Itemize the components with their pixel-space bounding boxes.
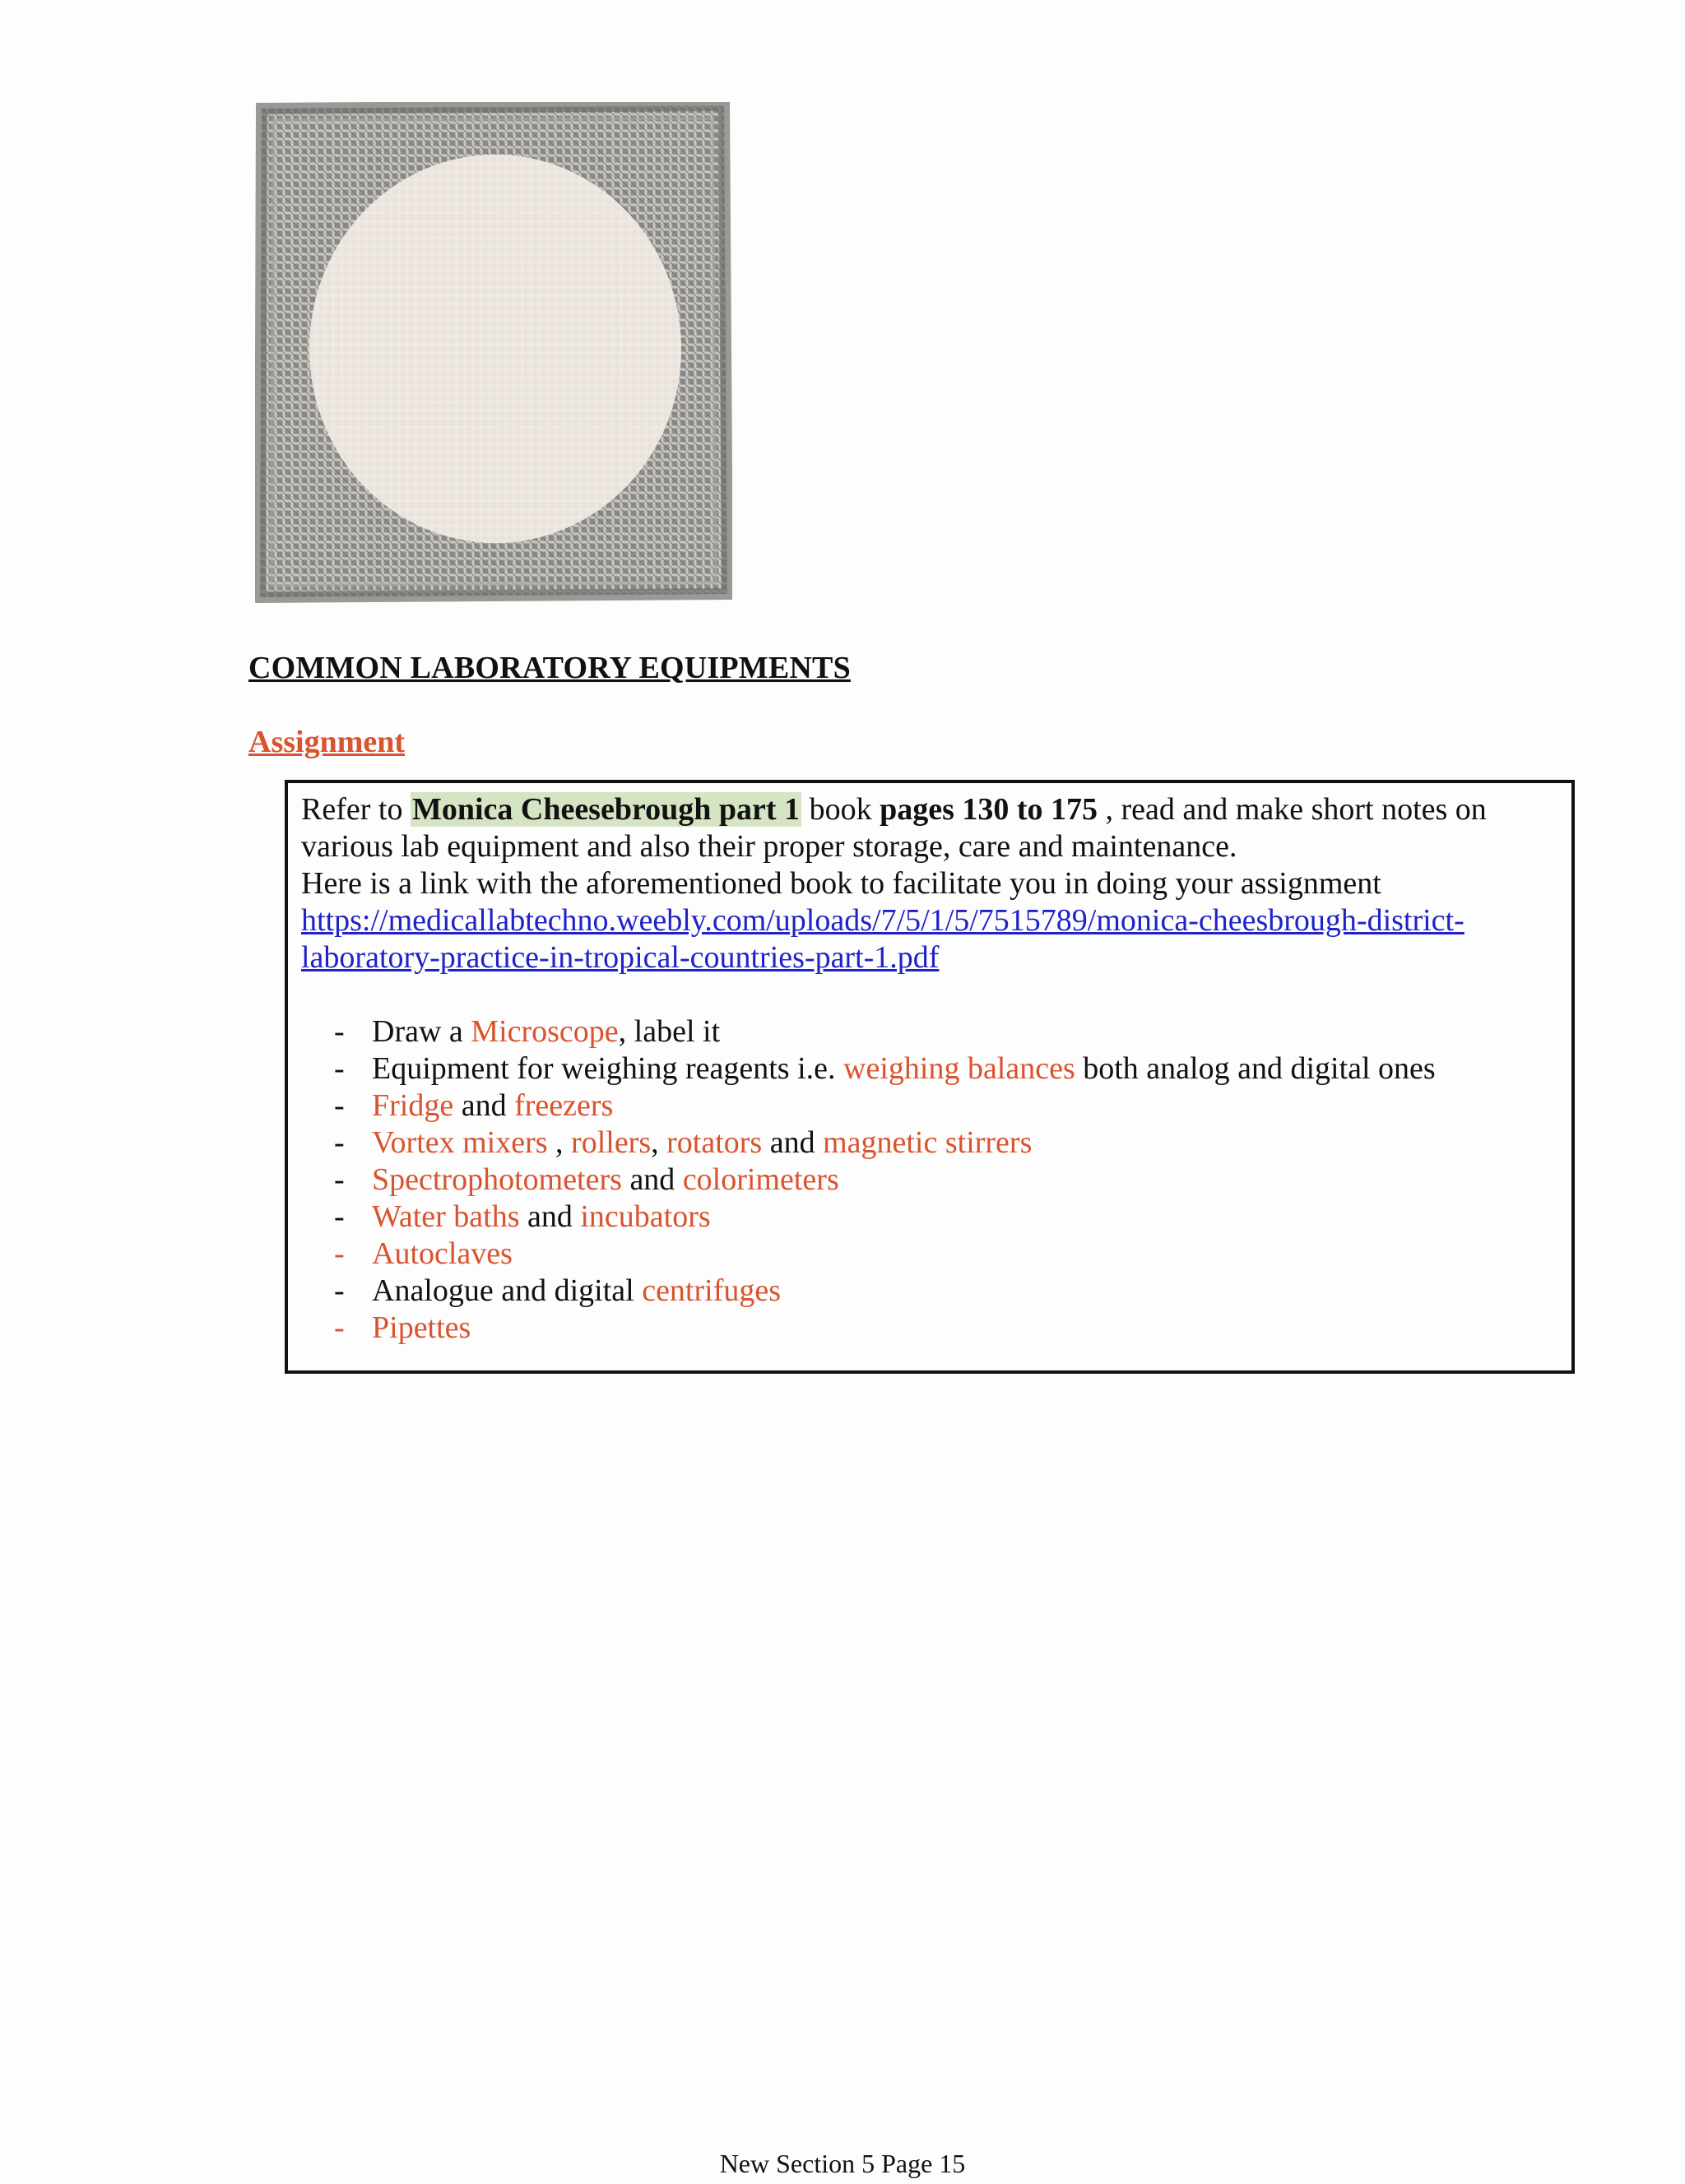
item-text: and	[621, 1162, 683, 1197]
item-text: , label it	[618, 1014, 721, 1049]
instruction-text: book	[801, 792, 880, 827]
instruction-line-2: various lab equipment and also their proper storage, care and maintenance.	[301, 829, 1237, 864]
instruction-text: Refer to	[301, 792, 411, 827]
list-item	[334, 1124, 1032, 1161]
bullet-dash: -	[334, 1162, 345, 1197]
item-keyword: rollers	[571, 1125, 652, 1160]
assignment-label: Assignment	[248, 725, 406, 759]
item-keyword: weighing balances	[843, 1051, 1075, 1086]
bullet-dash: -	[334, 1236, 345, 1271]
list-item	[334, 1310, 471, 1346]
item-text: and	[453, 1088, 515, 1123]
item-keyword: freezers	[514, 1088, 614, 1123]
item-keyword: Water baths	[372, 1199, 520, 1234]
book-title-highlight: Monica Cheesebrough part 1	[411, 792, 801, 827]
item-text: Analogue and digital	[372, 1273, 643, 1308]
wire-gauze-photo	[255, 102, 732, 604]
bullet-dash: -	[334, 1273, 345, 1308]
item-keyword: Microscope	[471, 1014, 619, 1049]
bullet-dash: -	[334, 1088, 345, 1123]
item-keyword: incubators	[580, 1199, 711, 1234]
list-item	[334, 1236, 513, 1272]
bullet-dash: -	[334, 1014, 345, 1049]
book-link-line-1[interactable]: https://medicallabtechno.weebly.com/uploads/7/5/1/5/7515789/monica-cheesbrough-district-	[301, 903, 1465, 938]
item-keyword: magnetic stirrers	[823, 1125, 1033, 1160]
list-item	[334, 1087, 613, 1124]
list-item	[334, 1050, 1436, 1087]
item-keyword: Vortex mixers	[372, 1125, 548, 1160]
item-text: both analog and digital ones	[1075, 1051, 1436, 1086]
instruction-line-3: Here is a link with the aforementioned book to facilitate you in doing your assignment	[301, 866, 1381, 901]
item-keyword: rotators	[666, 1125, 763, 1160]
item-keyword: Autoclaves	[372, 1236, 513, 1271]
bullet-dash: -	[334, 1310, 345, 1345]
item-text: and	[762, 1125, 824, 1160]
item-text: Draw a	[372, 1014, 471, 1049]
list-item	[334, 1013, 720, 1050]
item-keyword: colorimeters	[682, 1162, 839, 1197]
list-item	[334, 1273, 781, 1309]
item-text: ,	[547, 1125, 572, 1160]
list-item	[334, 1199, 711, 1235]
item-keyword: Fridge	[372, 1088, 454, 1123]
item-text: ,	[651, 1125, 667, 1160]
instruction-line-1	[301, 791, 1487, 828]
bullet-dash: -	[334, 1199, 345, 1234]
item-keyword: Spectrophotometers	[372, 1162, 622, 1197]
instruction-text: , read and make short notes on	[1098, 792, 1487, 827]
book-link-line-2[interactable]: laboratory-practice-in-tropical-countries-part-1.pdf	[301, 940, 940, 975]
item-keyword: Pipettes	[372, 1310, 471, 1345]
item-keyword: centrifuges	[642, 1273, 782, 1308]
bullet-dash: -	[334, 1051, 345, 1086]
list-item	[334, 1162, 839, 1198]
item-text: Equipment for weighing reagents i.e.	[372, 1051, 844, 1086]
assignment-box	[285, 780, 1575, 1374]
page-range: pages 130 to 175	[880, 792, 1098, 827]
item-text: and	[519, 1199, 581, 1234]
bullet-dash: -	[334, 1125, 345, 1160]
section-heading: COMMON LABORATORY EQUIPMENTS	[248, 651, 851, 685]
page-footer: New Section 5 Page 15	[719, 2149, 966, 2178]
